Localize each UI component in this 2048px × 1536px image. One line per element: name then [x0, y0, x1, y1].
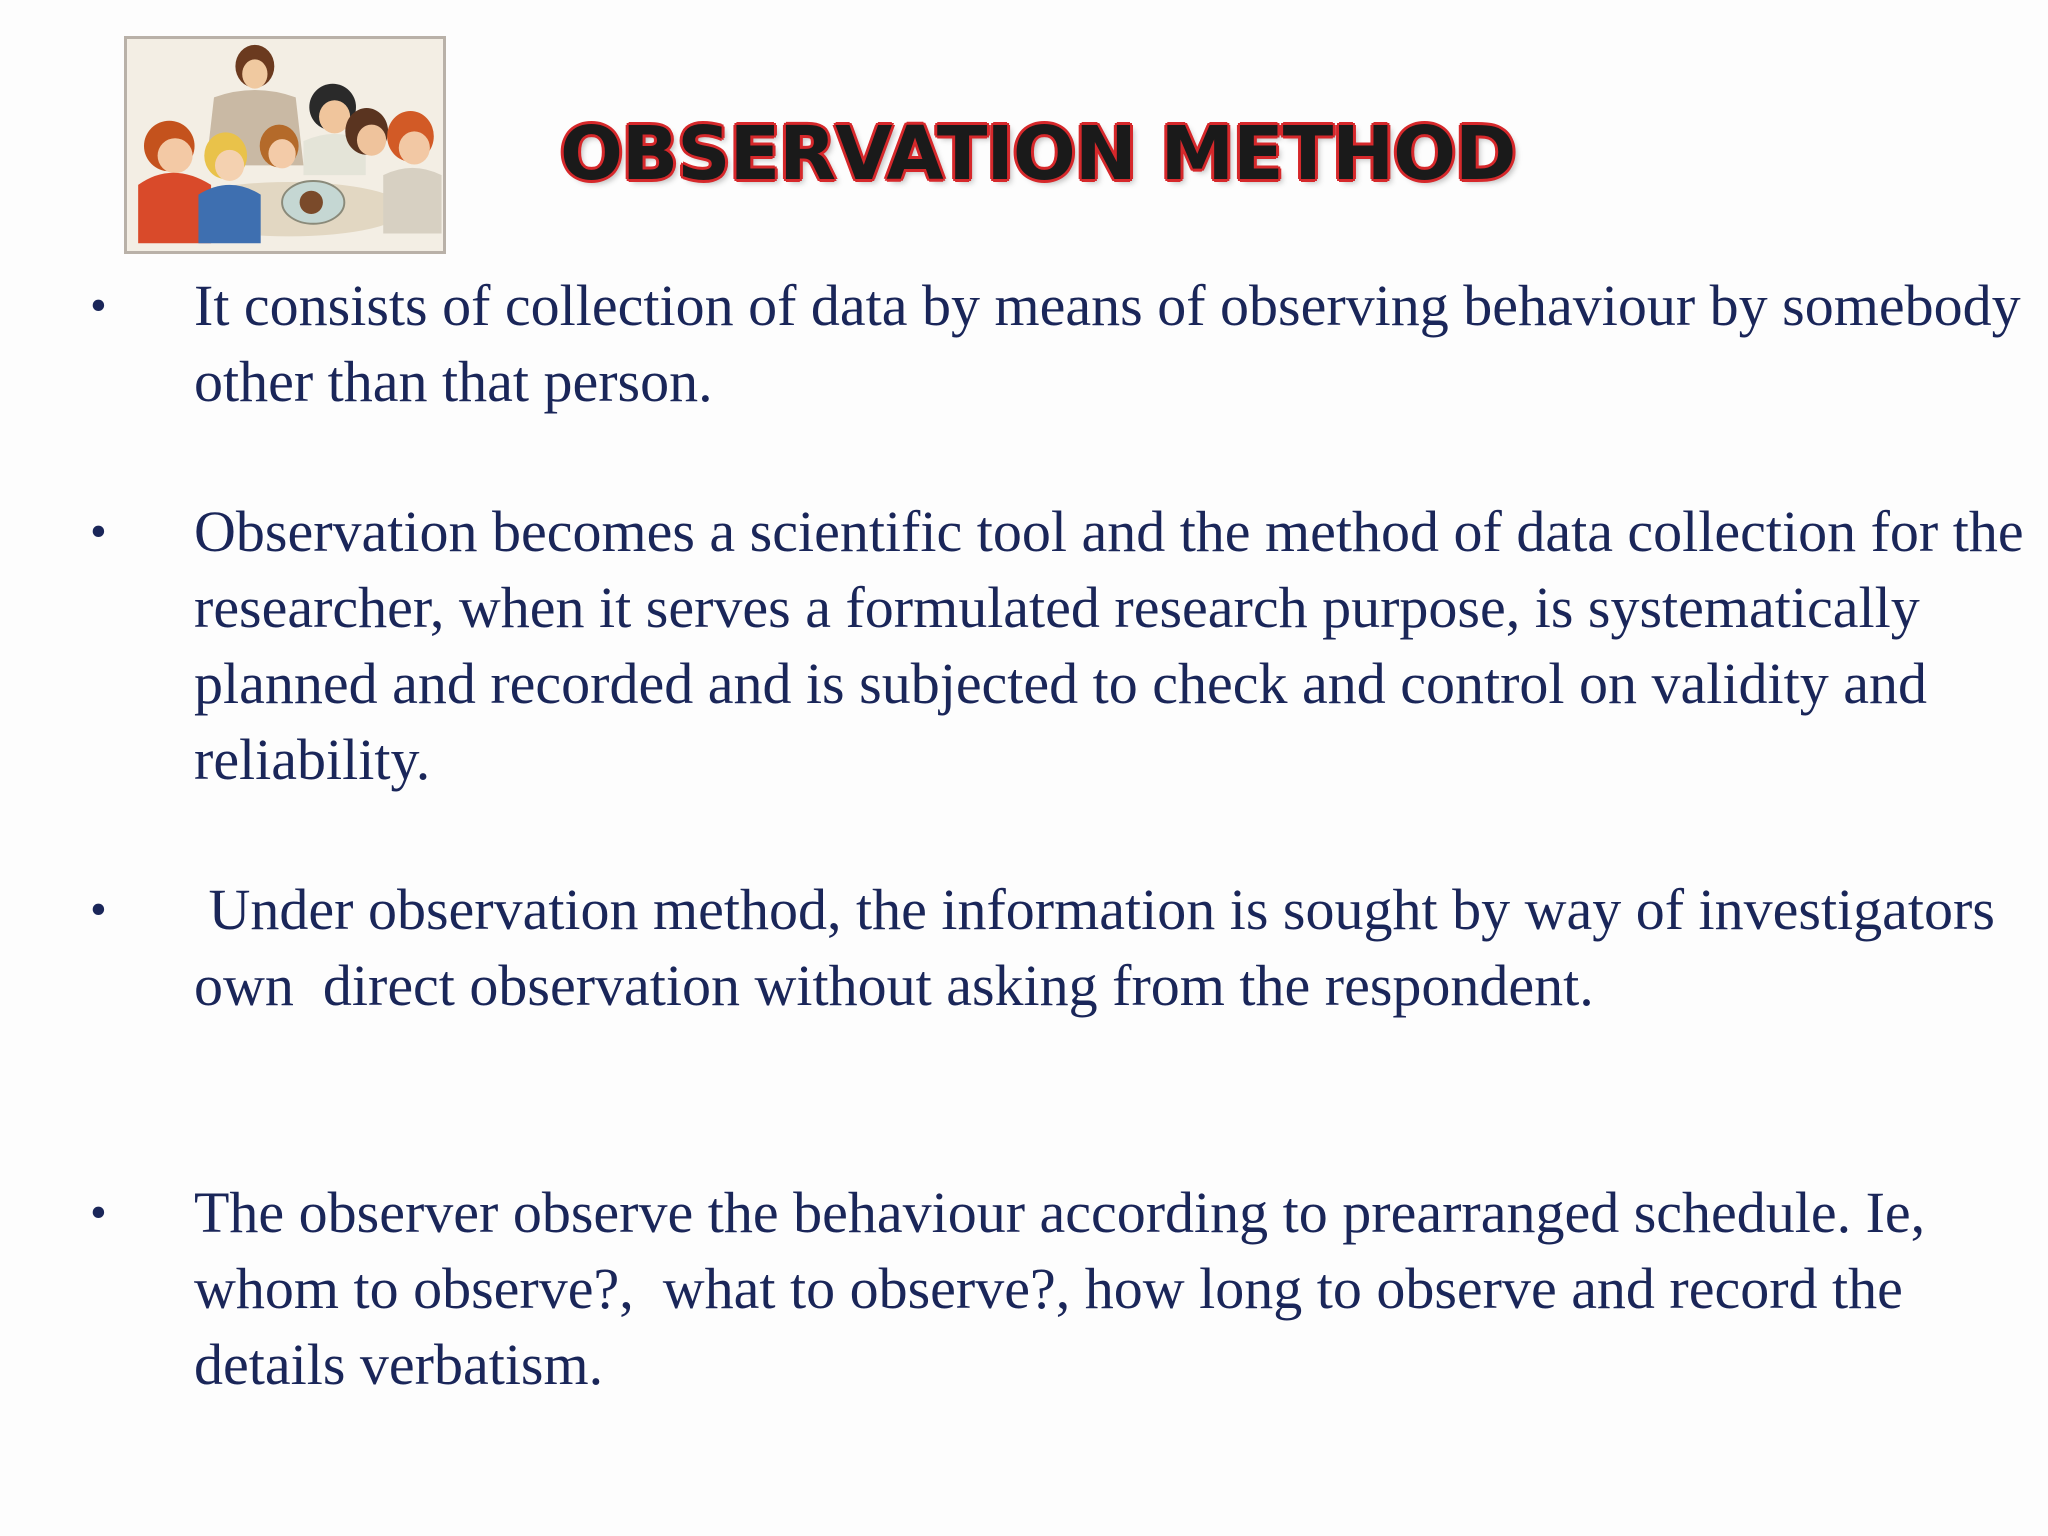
bullet-icon: • [90, 279, 107, 332]
bullet-icon: • [90, 883, 107, 936]
bullet-item [90, 494, 2039, 798]
bullet-item [90, 872, 2010, 1024]
bullet-text: It consists of collection of data by means of observing behaviour by somebody other than that person. [194, 273, 2036, 414]
bullet-icon: • [90, 1186, 107, 1239]
bullet-text: The observer observe the behaviour according to prearranged schedule. Ie, whom to observe?, what to observe?, how long to observe and record the details verbatism. [194, 1180, 1940, 1397]
bullet-icon: • [90, 505, 107, 558]
bullet-item [90, 268, 2036, 420]
bullet-item [90, 1175, 1970, 1403]
slide-title: OBSERVATION METHOD [560, 111, 1516, 197]
bullet-text: Under observation method, the information is sought by way of investigators own direct observation without asking from the respondent. [194, 877, 2010, 1018]
bullet-text: Observation becomes a scientific tool and the method of data collection for the researcher, when it serves a formulated research purpose, is systematically planned and recorded and is subjected to check and control on validity and reliability. [194, 499, 2039, 792]
children-observing-illustration [124, 36, 446, 254]
